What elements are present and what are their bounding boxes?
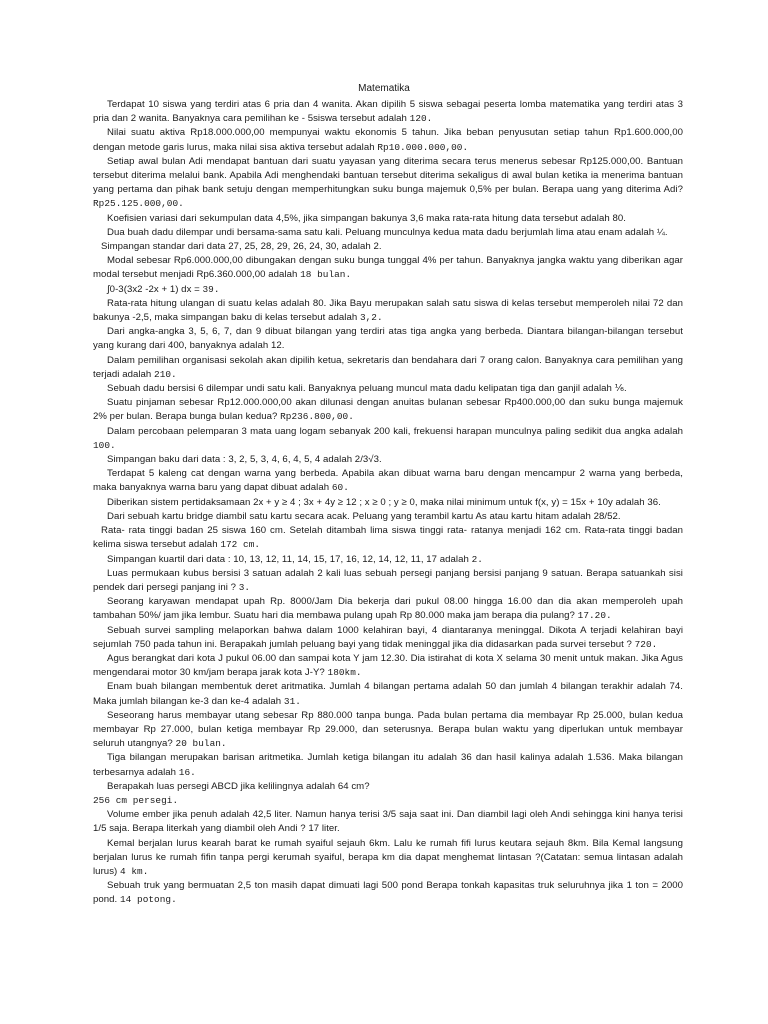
question-paragraph <box>93 126 683 154</box>
question-text: Simpangan kuartil dari data : 10, 13, 12, 11, 14, 15, 17, 16, 12, 14, 12, 11, 17 adalah <box>107 553 472 565</box>
answer-text: Rp25.125.000,00. <box>93 198 184 210</box>
answer-text: 17.20. <box>577 610 612 622</box>
answer-text: Rp10.000.000,00. <box>377 141 469 153</box>
answer-text: 3. <box>238 581 251 593</box>
question-paragraph <box>93 510 683 524</box>
question-text: Terdapat 5 kaleng cat dengan warna yang berbeda. Apabila akan dibuat warna baru dengan mencampur 2 warna yang berbeda, maka banyaknya warna baru yang dapat dibuat adalah <box>93 468 683 494</box>
question-paragraph <box>93 283 683 297</box>
question-text: Luas permukaan kubus bersisi 3 satuan adalah 2 kali luas sebuah persegi panjang bersisi panjang 9 satuan. Berapa satuankah sisi pendek dari persegi panjang ini ? <box>93 567 683 593</box>
answer-text: 720. <box>634 638 658 650</box>
question-text: Rata-rata hitung ulangan di suatu kelas adalah 80. Jika Bayu merupakan salah satu siswa di kelas tersebut memperoleh nilai 72 dan bakunya -2,5, maka simpangan baku di kelas tersebut adalah <box>93 297 683 324</box>
question-text: Volume ember jika penuh adalah 42,5 liter. Namun hanya terisi 3/5 saja saat ini. Dan diambil lagi oleh Andi sehingga kini hanya terisi 1/5 saja. Berapa literkah yang diambil oleh Andi ? 17 liter. <box>93 809 683 835</box>
question-text: Seorang karyawan mendapat upah Rp. 8000/Jam Dia bekerja dari pukul 08.00 hingga 16.00 dan dia akan memperoleh upah tambahan 50%/ jam jika lembur. Suatu hari dia membawa pulang upah Rp 80.000 maka jam berapa dia pulang? <box>93 596 683 622</box>
question-text: Enam buah bilangan membentuk deret aritmatika. Jumlah 4 bilangan pertama adalah 50 dan jumlah 4 bilangan terakhir adalah 74. Maka jumlah bilangan ke-3 dan ke-4 adalah <box>93 681 683 707</box>
answer-text: 14 potong. <box>119 894 177 906</box>
question-paragraph <box>93 567 683 595</box>
answer-text: 210. <box>154 368 177 380</box>
question-paragraph <box>93 254 683 282</box>
question-paragraph <box>93 624 683 652</box>
question-paragraph <box>93 595 683 623</box>
answer-text: 100. <box>93 439 116 451</box>
question-paragraph <box>93 297 683 325</box>
question-paragraph <box>93 808 683 836</box>
answer-text: 172 cm. <box>220 539 261 551</box>
question-paragraph <box>93 425 683 453</box>
question-paragraph <box>93 453 683 467</box>
question-paragraph <box>93 553 683 567</box>
question-text: Koefisien variasi dari sekumpulan data 4,5%, jika simpangan bakunya 3,6 maka rata-rata hitung data tersebut adalah 80. <box>107 212 626 224</box>
document-body <box>93 98 683 908</box>
question-text: Simpangan standar dari data 27, 25, 28, 29, 26, 24, 30, adalah 2. <box>101 241 382 253</box>
answer-text: 31. <box>283 695 301 707</box>
question-paragraph <box>93 325 683 353</box>
document-title: Matematika <box>358 83 410 94</box>
answer-text: 18 bulan. <box>300 269 352 281</box>
question-text: Berapakah luas persegi ABCD jika kelilingnya adalah 64 cm? <box>107 780 370 792</box>
question-text: Dari angka-angka 3, 5, 6, 7, dan 9 dibuat bilangan yang terdiri atas tiga angka yang berbeda. Diantara bilangan-bilangan tersebut yang kurang dari 400, banyaknya adalah 12. <box>93 326 683 352</box>
question-text: Tiga bilangan merupakan barisan aritmetika. Jumlah ketiga bilangan itu adalah 36 dan hasil kalinya adalah 1.536. Maka bilangan terbesarnya adalah <box>93 752 683 778</box>
answer-text: 4 km. <box>120 865 149 877</box>
question-paragraph <box>93 780 683 794</box>
question-paragraph <box>93 354 683 382</box>
question-paragraph <box>93 709 683 752</box>
question-paragraph <box>93 524 683 552</box>
question-paragraph <box>93 155 683 212</box>
question-paragraph <box>93 212 683 226</box>
question-text: Setiap awal bulan Adi mendapat bantuan dari suatu yayasan yang diterima secara terus menerus sebesar Rp125.000,00. Bantuan tersebut diterima melalui bank. Apabila Adi menghendaki bantuan tersebut diterima sekaligus di awal bulan ketika ia menerima bantuan yang pertama dan pihak bank setuju dengan memperhitungkan suku bunga majemuk 0,5% per bulan. Berapa uang yang diterima Adi? <box>93 155 683 196</box>
question-text: Nilai suatu aktiva Rp18.000.000,00 mempunyai waktu ekonomis 5 tahun. Jika beban penyusutan setiap tahun Rp1.600.000,00 dengan metode garis lurus, maka nilai sisa aktiva tersebut adalah <box>93 127 683 153</box>
question-paragraph <box>93 98 683 126</box>
question-text: Dalam pemilihan organisasi sekolah akan dipilih ketua, sekretaris dan bendahara dari 7 orang calon. Banyaknya cara pemilihan yang terjadi adalah <box>93 354 683 380</box>
answer-text: 20 bulan. <box>175 738 227 750</box>
answer-text: 60. <box>331 482 349 494</box>
question-paragraph <box>93 879 683 907</box>
question-text: Agus berangkat dari kota J pukul 06.00 dan sampai kota Y jam 12.30. Dia istirahat di kota X selama 30 menit untuk makan. Jika Agus mengendarai motor 30 km/jam berapa jarak kota J-Y? <box>93 652 683 679</box>
question-text: Sebuah dadu bersisi 6 dilempar undi satu kali. Banyaknya peluang muncul mata dadu kelipatan tiga dan ganjil adalah ⅙. <box>107 383 627 395</box>
answer-text: 120. <box>409 113 433 125</box>
question-paragraph <box>93 240 683 254</box>
question-paragraph <box>93 751 683 779</box>
question-paragraph <box>93 680 683 708</box>
question-text: Dalam percobaan pelemparan 3 mata uang logam sebanyak 200 kali, frekuensi harapan munculnya paling sedikit dua angka adalah <box>107 425 683 437</box>
question-paragraph <box>93 396 683 424</box>
question-text: Diberikan sistem pertidaksamaan 2x + y ≥ 4 ; 3x + 4y ≥ 12 ; x ≥ 0 ; y ≥ 0, maka nilai minimum untuk f(x, y) = 15x + 10y adalah 36. <box>107 496 661 508</box>
question-text: Dua buah dadu dilempar undi bersama-sama satu kali. Peluang munculnya kedua mata dadu berjumlah lima atau enam adalah ¼. <box>107 226 668 238</box>
answer-text: 16. <box>178 766 196 778</box>
question-text: Kemal berjalan lurus kearah barat ke rumah syaiful sejauh 6km. Lalu ke rumah fifi lurus keutara sejauh 8km. Bila Kemal langsung berjalan lurus ke rumah fifin tanpa pergi kerumah syaiful, berapa km dia dapat menghemat lintasan ?(Catatan: semua lintasan adalah lurus) <box>93 837 683 877</box>
question-paragraph <box>93 382 683 396</box>
question-text: Sebuah truk yang bermuatan 2,5 ton masih dapat dimuati lagi 500 pond Berapa tonkah kapasitas truk seluruhnya jika 1 ton = 2000 pond. <box>93 880 683 906</box>
question-paragraph <box>93 652 683 680</box>
answer-text: Rp236.800,00. <box>280 411 354 423</box>
answer-text: 39. <box>202 283 220 295</box>
question-text: Sebuah survei sampling melaporkan bahwa dalam 1000 kelahiran bayi, 4 diantaranya meninggal. Dikota A terjadi kelahiran bayi sejumlah 750 pada tahun ini. Berapakah jumlah peluang bayi yang tidak meninggal jika dia didasarkan pada survei tersebut ? <box>93 624 683 650</box>
question-paragraph <box>93 467 683 495</box>
answer-text: 3,2. <box>359 312 383 324</box>
question-paragraph <box>93 226 683 240</box>
question-paragraph <box>93 496 683 510</box>
question-paragraph <box>93 794 683 808</box>
question-text: ∫0-3(3x2 -2x + 1) dx = <box>107 283 203 295</box>
question-text: Suatu pinjaman sebesar Rp12.000.000,00 akan dilunasi dengan anuitas bulanan sebesar Rp400.000,00 dan suku bunga majemuk 2% per bulan. Berapa bunga bulan kedua? <box>93 397 683 423</box>
question-text: Rata- rata tinggi badan 25 siswa 160 cm. Setelah ditambah lima siswa tinggi rata- ratanya menjadi 162 cm. Rata-rata tinggi badan kelima siswa tersebut adalah <box>93 525 683 551</box>
question-text: Seseorang harus membayar utang sebesar Rp 880.000 tanpa bunga. Pada bulan pertama dia membayar Rp 25.000, bulan kedua membayar Rp 27.000, bulan ketiga membayar Rp 29.000, dan seterusnya. Berapa bulan waktu yang diperlukan untuk membayar seluruh utangnya? <box>93 709 683 750</box>
answer-text: 180km. <box>327 667 362 679</box>
question-text: Dari sebuah kartu bridge diambil satu kartu secara acak. Peluang yang terambil kartu As atau kartu hitam adalah 28/52. <box>107 510 621 522</box>
question-paragraph <box>93 837 683 880</box>
answer-text: 256 cm persegi. <box>93 794 179 806</box>
answer-text: 2. <box>471 553 483 565</box>
question-text: Simpangan baku dari data : 3, 2, 5, 3, 4, 6, 4, 5, 4 adalah 2/3√3. <box>107 454 382 466</box>
question-text: Modal sebesar Rp6.000.000,00 dibungakan dengan suku bunga tunggal 4% per tahun. Banyaknya jangka waktu yang diberikan agar modal tersebut menjadi Rp6.360.000,00 adalah <box>93 255 683 281</box>
question-text: Terdapat 10 siswa yang terdiri atas 6 pria dan 4 wanita. Akan dipilih 5 siswa sebagai peserta lomba matematika yang terdiri atas 3 pria dan 2 wanita. Banyaknya cara pemilihan ke - 5siswa tersebut adalah <box>93 99 683 125</box>
